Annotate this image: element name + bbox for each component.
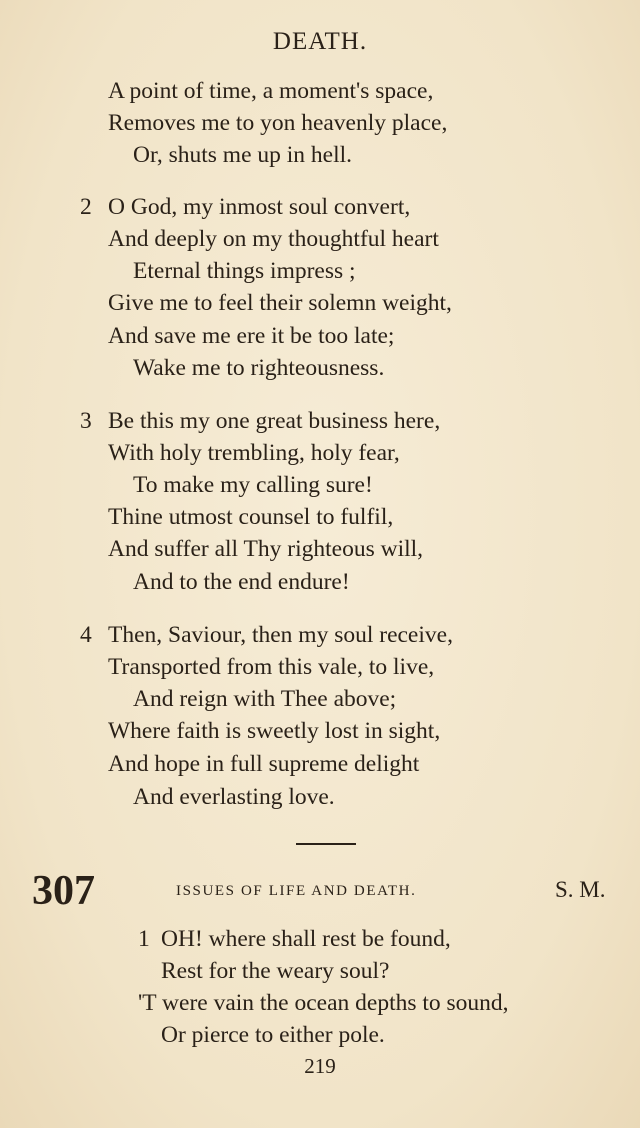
stanza-number: 2 xyxy=(80,194,92,220)
verse-line: Transported from this vale, to live, xyxy=(108,654,435,680)
verse-line: Give me to feel their solemn weight, xyxy=(108,290,452,316)
verse-line: A point of time, a moment's space, xyxy=(108,78,434,104)
verse-line: OH! where shall rest be found, xyxy=(161,926,451,952)
hymn-meter: S. M. xyxy=(555,877,606,902)
verse-line: Eternal things impress ; xyxy=(133,258,356,284)
verse-line: Rest for the weary soul? xyxy=(161,958,390,984)
page-header: DEATH. xyxy=(272,28,368,55)
verse-line: Removes me to yon heavenly place, xyxy=(108,110,448,136)
verse-line: And to the end endure! xyxy=(133,569,350,595)
verse-line: And save me ere it be too late; xyxy=(108,323,395,349)
stanza-number: 3 xyxy=(80,408,92,434)
verse-line: To make my calling sure! xyxy=(133,472,373,498)
hymn-number: 307 xyxy=(32,868,95,914)
verse-line: Where faith is sweetly lost in sight, xyxy=(108,718,441,744)
section-divider xyxy=(296,843,356,845)
verse-line: And hope in full supreme delight xyxy=(108,751,420,777)
verse-line: Then, Saviour, then my soul receive, xyxy=(108,622,453,648)
verse-line: 'T were vain the ocean depths to sound, xyxy=(138,990,509,1016)
verse-line: Be this my one great business here, xyxy=(108,408,441,434)
page-number: 219 xyxy=(304,1054,336,1078)
verse-line: Or, shuts me up in hell. xyxy=(133,142,353,168)
verse-line: And deeply on my thoughtful heart xyxy=(108,226,439,252)
stanza-number: 1 xyxy=(138,926,150,952)
verse-line: O God, my inmost soul convert, xyxy=(108,194,411,220)
stanza-number: 4 xyxy=(80,622,92,648)
verse-line: And everlasting love. xyxy=(133,784,335,810)
verse-line: With holy trembling, holy fear, xyxy=(108,440,400,466)
hymn-title: ISSUES OF LIFE AND DEATH. xyxy=(176,883,417,899)
verse-line: Or pierce to either pole. xyxy=(161,1022,385,1048)
verse-line: Wake me to righteousness. xyxy=(133,355,385,381)
verse-line: And reign with Thee above; xyxy=(133,686,397,712)
verse-line: Thine utmost counsel to fulfil, xyxy=(108,504,394,530)
verse-line: And suffer all Thy righteous will, xyxy=(108,536,424,562)
